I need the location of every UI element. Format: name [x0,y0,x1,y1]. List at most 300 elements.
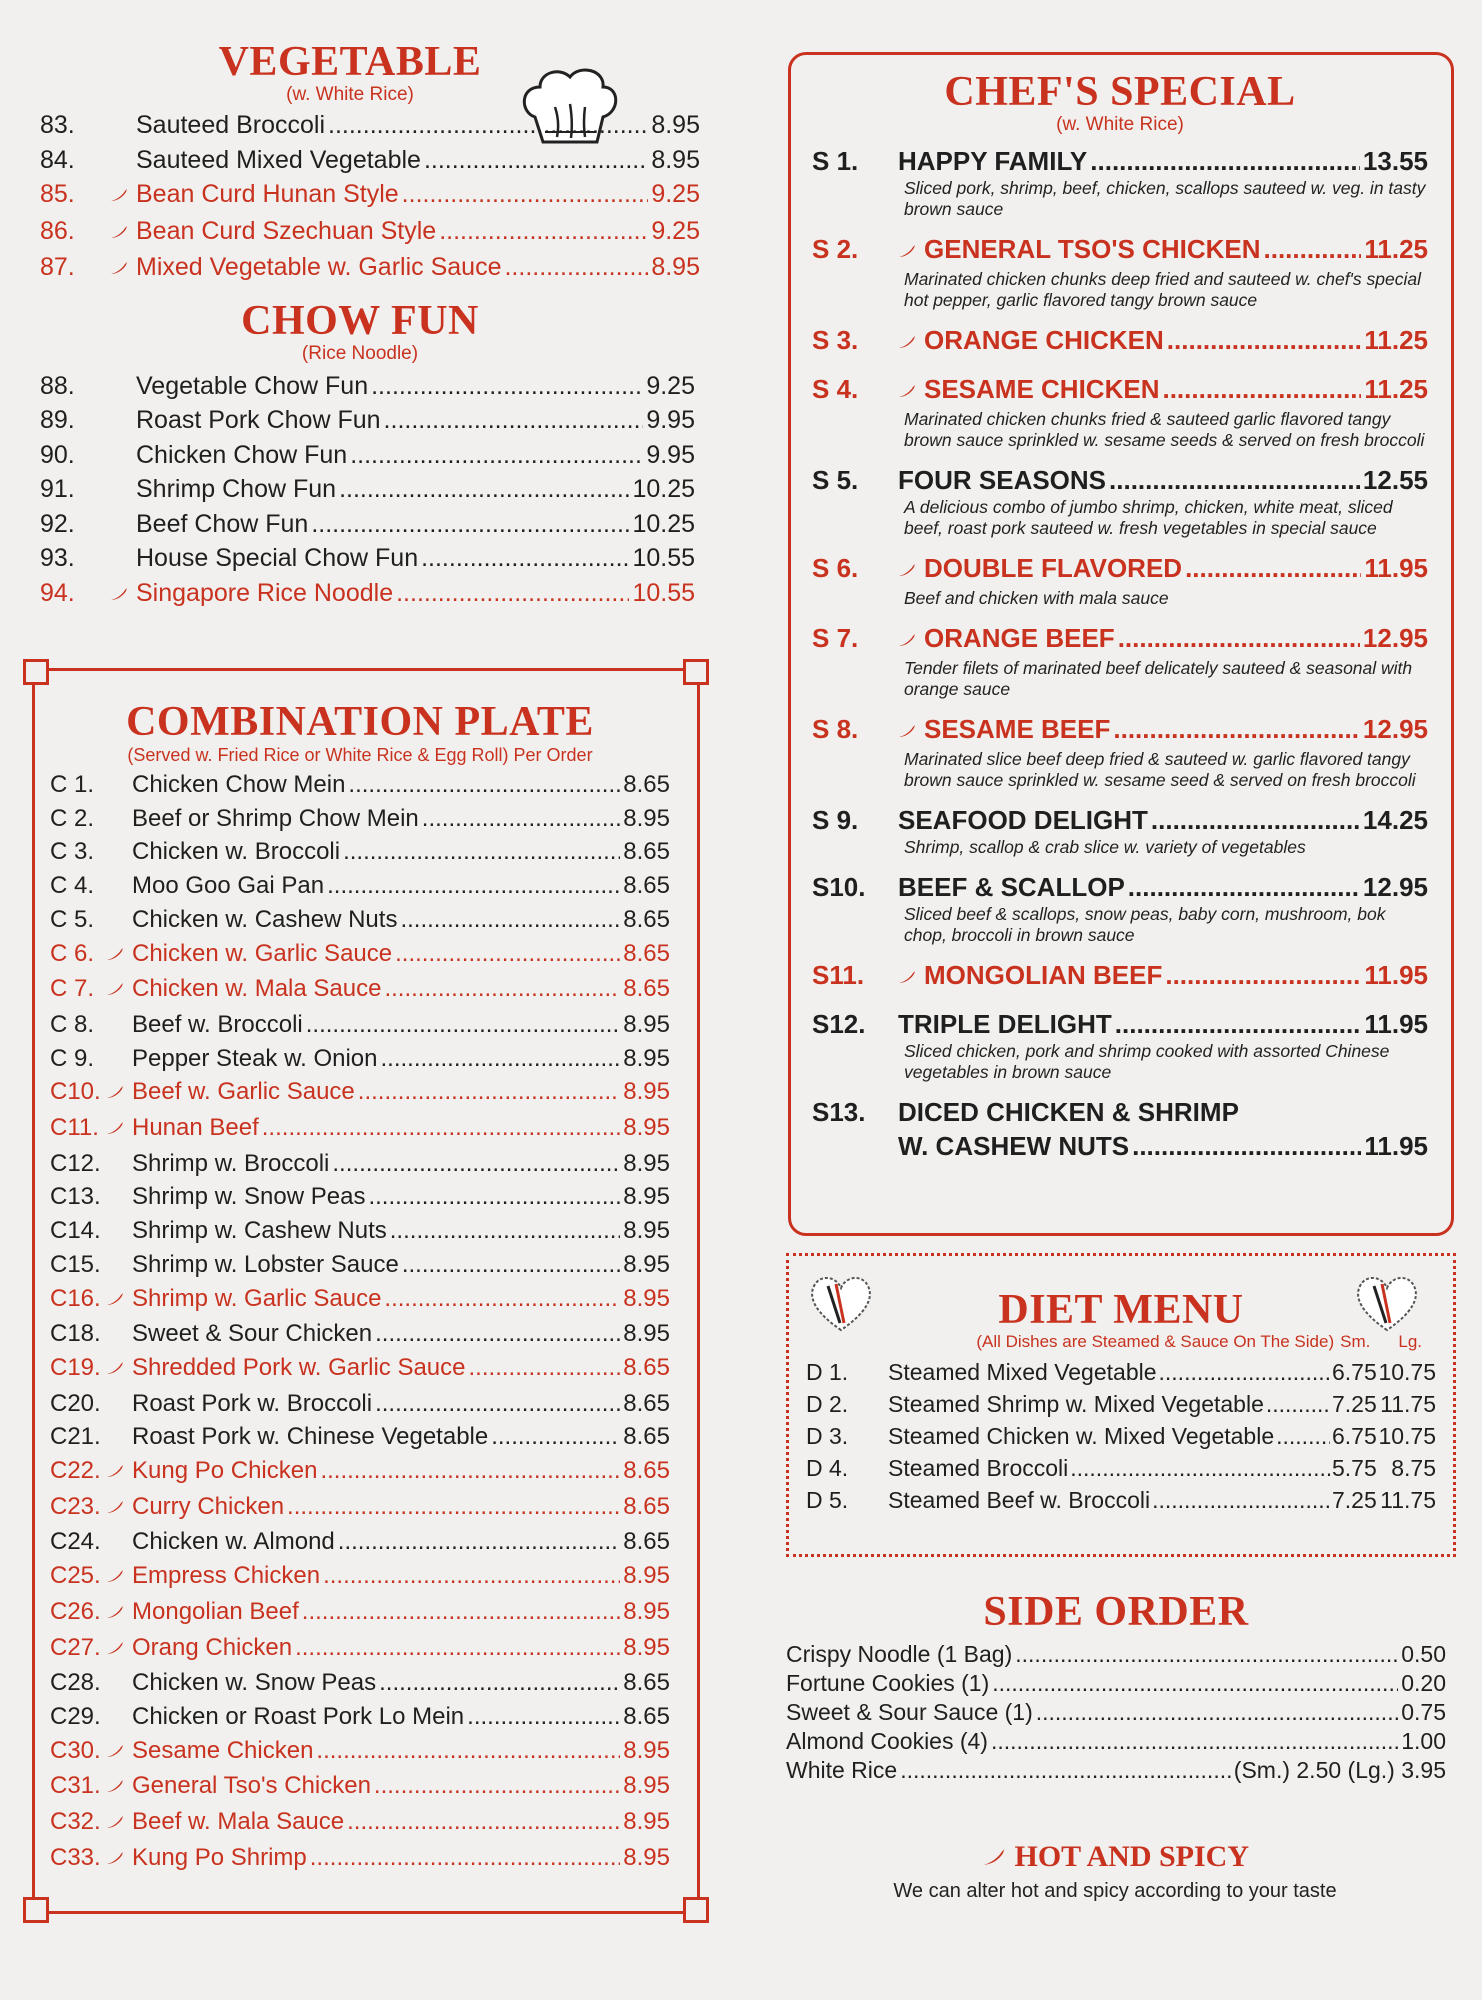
item-number: C25. [50,1562,101,1590]
frame-corner [683,1897,709,1923]
item-name: Roast Pork w. Broccoli [132,1389,373,1417]
dot-leader [368,1180,620,1214]
dot-leader [1162,372,1361,406]
menu-item [40,472,695,507]
dot-leader [343,835,620,869]
item-name: Roast Pork w. Chinese Vegetable [132,1423,489,1451]
item-number: C12. [50,1149,101,1177]
dot-leader [380,1042,620,1076]
item-name: Fortune Cookies (1) [786,1670,990,1696]
item-price: 9.25 [651,180,700,208]
menu-item [50,1666,670,1700]
dot-leader [347,1805,620,1839]
menu-item [812,463,1428,497]
menu-item [40,369,695,404]
dot-leader [316,1734,620,1768]
dot-leader [396,576,629,611]
item-price: 8.95 [623,1044,670,1072]
item-price: 8.95 [623,1736,670,1764]
menu-item [812,712,1428,749]
menu-item [50,869,670,903]
chili-pepper-icon [106,1771,132,1805]
item-number: 93. [40,544,75,572]
chefs-special-section [812,70,1428,1175]
price-large: 11.75 [1380,1391,1436,1417]
item-price: 8.65 [623,1423,670,1451]
chow-fun-subtitle: (Rice Noodle) [301,342,419,364]
diet-item [806,1356,1436,1388]
item-description: A delicious combo of jumbo shrimp, chicken, white meat, sliced beef, roast pork sauteed w. fresh vegetables in special sauce [904,497,1393,538]
item-name: BEEF & SCALLOP [898,872,1125,902]
chili-pepper-icon [106,1736,132,1770]
chili-pepper-icon [110,578,136,613]
item-price: 8.95 [623,1808,670,1836]
chili-pepper-icon [106,1284,132,1318]
menu-item [50,835,670,869]
side-item [786,1640,1446,1669]
chili-pepper-icon [898,715,924,749]
diet-subtitle: (All Dishes are Steamed & Sauce On The Side) [976,1332,1335,1351]
item-number: 92. [40,509,75,538]
item-description: Marinated chicken chunks deep fried and sauteed w. chef's special hot pepper, garlic flavored tangy brown sauce [904,269,1421,310]
item-name: DICED CHICKEN & SHRIMP [898,1097,1239,1127]
chili-pepper-icon [106,1492,132,1526]
item-price: 8.65 [623,872,670,900]
chili-pepper-icon [898,961,924,995]
item-number: C 6. [50,939,95,967]
item-number: C20. [50,1389,101,1417]
menu-item [812,621,1428,658]
hot-and-spicy-legend [780,1840,1450,1903]
item-name: Steamed Chicken w. Mixed Vegetable [888,1423,1275,1449]
item-price: 8.65 [623,1389,670,1417]
item-price: 14.25 [1362,805,1428,835]
item-description: Marinated slice beef deep fried & sauteed w. garlic flavored tangy brown sauce sprinkled w. sesame seed & served on fresh broccoli [904,749,1416,790]
item-name: Kung Po Shrimp [132,1843,307,1871]
menu-item [50,768,670,802]
dot-leader [1015,1640,1398,1669]
dot-leader [1264,232,1362,266]
menu-item [812,144,1428,178]
item-number: S 6. [812,553,859,583]
menu-item [50,1559,670,1595]
dot-leader [384,972,620,1006]
item-name: Steamed Beef w. Broccoli [888,1487,1151,1513]
item-number: 91. [40,475,75,503]
item-number: D 1. [806,1359,849,1385]
item-price: 13.55 [1362,146,1428,176]
dot-leader [1151,803,1360,837]
menu-item [50,1490,670,1526]
item-price: 8.95 [623,1633,670,1661]
item-price: 11.95 [1364,960,1428,990]
chili-pepper-icon [106,1456,132,1490]
item-number: S 4. [812,374,859,404]
menu-item [40,541,695,576]
item-name: Bean Curd Hunan Style [136,180,399,208]
dot-leader [1167,323,1362,357]
dot-leader [1115,1007,1362,1041]
item-price: 8.95 [623,1010,670,1038]
item-price: 8.65 [623,1457,670,1485]
item-price: 12.55 [1362,465,1428,495]
item-description: Sliced pork, shrimp, beef, chicken, scallops sauteed w. veg. in tasty brown sauce [904,178,1426,219]
menu-item [50,1525,670,1559]
menu-item [40,507,695,542]
dot-leader [310,1841,621,1875]
menu-item [50,1631,670,1667]
item-price: (Sm.) 2.50 (Lg.) 3.95 [1233,1757,1446,1783]
dot-leader [375,1387,620,1421]
menu-item [50,1180,670,1214]
item-name: General Tso's Chicken [132,1772,371,1800]
item-name: Steamed Mixed Vegetable [888,1359,1157,1385]
item-price: 8.65 [623,838,670,866]
item-name: Beef w. Broccoli [132,1010,303,1038]
item-number: C24. [50,1528,101,1556]
item-price: 8.95 [623,1183,670,1211]
price-large: 11.75 [1380,1487,1436,1513]
diet-list [806,1356,1436,1516]
chili-pepper-icon [106,1353,132,1387]
dot-leader [1159,1356,1330,1388]
dot-leader [295,1631,620,1665]
item-price: 12.95 [1362,872,1428,902]
item-number: C22. [50,1457,101,1485]
item-number: C21. [50,1423,101,1451]
item-name: Shrimp w. Cashew Nuts [132,1217,387,1245]
menu-item [50,903,670,937]
item-name: FOUR SEASONS [898,465,1107,495]
dot-leader [371,369,643,404]
item-price: 10.25 [632,509,695,538]
menu-item [50,1734,670,1770]
dot-leader [332,1147,620,1181]
item-name: Shrimp w. Lobster Sauce [132,1250,399,1278]
dot-leader [384,1282,620,1316]
item-name: Kung Po Chicken [132,1457,318,1485]
item-name: ORANGE BEEF [924,623,1115,653]
dot-leader [1165,958,1361,992]
item-name: Empress Chicken [132,1562,321,1590]
item-price: 8.95 [623,1250,670,1278]
item-price: 8.95 [623,1078,670,1106]
item-number: 83. [40,111,75,139]
side-item [786,1756,1446,1785]
item-number: C11. [50,1114,99,1142]
item-price: 8.95 [623,1217,670,1245]
diet-sm-label: Sm. [1340,1332,1371,1351]
dot-leader [991,1727,1398,1756]
item-number: C 3. [50,838,95,866]
dot-leader [338,1525,621,1559]
item-number: C31. [50,1772,101,1800]
dot-leader [1090,144,1360,178]
chef-special-item [812,870,1428,946]
item-number: S13. [812,1097,866,1127]
item-name: Chicken w. Broccoli [132,838,341,866]
chili-pepper-icon [110,216,136,251]
item-price: 8.95 [623,1284,670,1312]
item-number: S 7. [812,623,859,653]
dot-leader [1128,870,1360,904]
item-name: Shrimp w. Broccoli [132,1149,330,1177]
menu-item [50,1317,670,1351]
menu-item [50,1841,670,1877]
item-name: SESAME BEEF [924,714,1111,744]
item-price: 8.95 [651,145,700,174]
vegetable-title: VEGETABLE [218,39,482,85]
chef-subtitle: (w. White Rice) [1056,114,1184,135]
item-name: DOUBLE FLAVORED [924,553,1183,583]
item-name: Moo Goo Gai Pan [132,872,325,900]
item-number: C33. [50,1843,101,1871]
menu-item [812,372,1428,409]
vegetable-list [40,108,700,287]
left-column [40,40,720,612]
item-number: C13. [50,1183,101,1211]
item-name: MONGOLIAN BEEF [924,960,1163,990]
hot-title-row [780,1840,1450,1874]
dot-leader [1118,621,1360,655]
item-price: 8.95 [623,804,670,832]
frame-corner [683,659,709,685]
menu-item [812,1007,1428,1041]
price-large: 10.75 [1378,1359,1436,1385]
chili-pepper-icon [898,624,924,658]
item-price: 8.65 [623,1669,670,1697]
item-number: D 5. [806,1487,849,1513]
item-number: S11. [812,960,865,990]
menu-item [812,551,1428,588]
item-number: C 2. [50,804,95,832]
menu-item [40,250,700,287]
price-small: 6.75 [1332,1423,1377,1449]
dot-leader [439,214,648,249]
item-name: Singapore Rice Noodle [136,578,394,607]
item-number: C 8. [50,1010,95,1038]
item-price: 10.55 [632,578,695,607]
item-number: 87. [40,253,75,281]
chili-pepper-icon [106,939,132,973]
item-number: S10. [812,872,866,902]
chow-fun-title: CHOW FUN [241,297,479,344]
item-name: Chicken w. Almond [132,1528,335,1556]
menu-item [812,803,1428,837]
chili-pepper-icon [981,1846,1007,1871]
item-description: Sliced beef & scallops, snow peas, baby corn, mushroom, bok chop, broccoli in brown sauce [904,904,1386,945]
menu-item [40,403,695,438]
item-name: Shrimp Chow Fun [136,475,337,503]
diet-item [806,1484,1436,1516]
chow-fun-section [40,297,695,613]
item-name: Mongolian Beef [132,1597,299,1625]
dot-leader [320,1454,620,1488]
menu-item [50,1769,670,1805]
menu-item [50,1351,670,1387]
dot-leader [262,1111,621,1145]
item-name: Hunan Beef [132,1114,259,1142]
item-number: C32. [50,1808,101,1836]
side-title: SIDE ORDER [983,1589,1249,1635]
dot-leader [1132,1129,1361,1163]
item-number: 86. [40,216,75,245]
chili-pepper-icon [898,375,924,409]
item-number: C 5. [50,905,95,933]
item-number: 90. [40,440,75,469]
menu-item [50,1075,670,1111]
item-description: Beef and chicken with mala sauce [904,588,1169,608]
diet-title: DIET MENU [998,1287,1244,1333]
item-name: Beef w. Mala Sauce [132,1808,345,1836]
chef-special-item [812,958,1428,995]
item-name: SEAFOOD DELIGHT [898,805,1148,835]
item-number: C10. [50,1078,101,1106]
chef-special-item [812,803,1428,858]
item-name: Beef or Shrimp Chow Mein [132,804,419,832]
item-name: ORANGE CHICKEN [924,325,1164,355]
menu-item [50,1248,670,1282]
item-name: Pepper Steak w. Onion [132,1044,378,1072]
item-price: 8.95 [623,1772,670,1800]
dot-leader [358,1075,621,1109]
dot-leader [1070,1452,1330,1484]
dot-leader [504,250,648,285]
item-number: 89. [40,406,75,434]
item-number: S 1. [812,146,859,176]
chef-special-item [812,621,1428,700]
item-number: C29. [50,1702,101,1730]
item-price: 8.65 [623,1353,670,1381]
dot-leader [323,1559,620,1593]
item-price: 0.20 [1401,1670,1446,1696]
chef-special-item [812,372,1428,451]
item-name: Chicken w. Snow Peas [132,1669,377,1697]
dot-leader [339,472,629,507]
item-price: 8.65 [623,975,670,1003]
chef-special-item [812,1007,1428,1083]
item-number: C27. [50,1633,101,1661]
chef-special-item [812,463,1428,539]
dot-leader [327,869,620,903]
item-name: Chicken Chow Fun [136,440,348,469]
item-name: GENERAL TSO'S CHICKEN [924,234,1261,264]
item-price: 12.95 [1362,623,1428,653]
dot-leader [1036,1698,1399,1727]
side-item [786,1669,1446,1698]
item-number: C15. [50,1250,101,1278]
menu-item [50,1420,670,1454]
dot-leader [1185,551,1361,585]
item-price: 11.25 [1364,234,1428,264]
chili-pepper-icon [106,1113,132,1147]
price-small: 5.75 [1332,1455,1377,1481]
item-price: 8.95 [623,1597,670,1625]
dot-leader [328,108,648,143]
chili-pepper-icon [106,1807,132,1841]
frame-corner [23,659,49,685]
item-name: Sweet & Sour Chicken [132,1320,373,1348]
menu-item [812,870,1428,904]
frame-corner [23,1897,49,1923]
side-item [786,1727,1446,1756]
item-number: C 9. [50,1044,95,1072]
item-name: Orang Chicken [132,1633,293,1661]
item-number: C 1. [50,771,95,798]
item-number: 88. [40,371,75,400]
item-price: 11.95 [1364,553,1428,583]
menu-item [812,232,1428,269]
item-number: D 4. [806,1455,849,1481]
diet-item [806,1420,1436,1452]
item-name-line2: W. CASHEW NUTS [898,1131,1130,1161]
price-large: 10.75 [1378,1423,1436,1449]
combo-list [50,768,670,1877]
item-name: Chicken or Roast Pork Lo Mein [132,1702,465,1730]
item-price: 8.65 [623,771,670,798]
item-name: Almond Cookies (4) [786,1728,988,1754]
item-name: SESAME CHICKEN [924,374,1160,404]
item-price: 10.55 [632,544,695,572]
menu-item [50,1595,670,1631]
item-name: TRIPLE DELIGHT [898,1009,1112,1039]
item-price: 9.25 [651,216,700,245]
item-name: Shrimp w. Snow Peas [132,1183,366,1211]
chef-special-item [812,323,1428,360]
item-number: C14. [50,1217,101,1245]
item-price: 0.75 [1401,1699,1446,1725]
combo-subtitle: (Served w. Fried Rice or White Rice & Egg Roll) Per Order [127,745,593,765]
item-name: Steamed Broccoli [888,1455,1069,1481]
item-number: D 3. [806,1423,849,1449]
chili-pepper-icon [106,974,132,1008]
menu-item [50,1214,670,1248]
dot-leader [402,177,649,212]
hot-note: We can alter hot and spicy according to your taste [893,1880,1337,1902]
item-number: C28. [50,1669,101,1697]
menu-item-continued [812,1129,1428,1163]
menu-item [40,108,700,143]
item-price: 11.95 [1364,1131,1428,1161]
dot-leader [467,1700,620,1734]
item-name: Crispy Noodle (1 Bag) [786,1641,1013,1667]
item-name: Bean Curd Szechuan Style [136,216,437,245]
item-name: Chicken w. Mala Sauce [132,975,382,1003]
combo-title: COMBINATION PLATE [126,699,594,745]
item-name: HAPPY FAMILY [898,146,1088,176]
chili-pepper-icon [106,1633,132,1667]
item-name: Roast Pork Chow Fun [136,406,381,434]
item-price: 8.65 [623,905,670,933]
item-price: 10.25 [632,475,695,503]
item-name: White Rice [786,1757,898,1783]
menu-item [50,802,670,836]
dot-leader [384,403,644,438]
side-order-section [786,1590,1446,1785]
dot-leader [402,1248,620,1282]
menu-item [50,972,670,1008]
item-number: 85. [40,180,75,208]
item-price: 8.95 [651,253,700,281]
chili-pepper-icon [106,1077,132,1111]
chili-pepper-icon [106,1597,132,1631]
diet-subtitle-row [806,1332,1436,1352]
item-description: Sliced chicken, pork and shrimp cooked with assorted Chinese vegetables in brown sauce [904,1041,1390,1082]
chef-title: CHEF'S SPECIAL [944,69,1296,115]
item-name: Beef Chow Fun [136,509,309,538]
item-price: 0.50 [1401,1641,1446,1667]
item-price: 8.95 [623,1562,670,1590]
